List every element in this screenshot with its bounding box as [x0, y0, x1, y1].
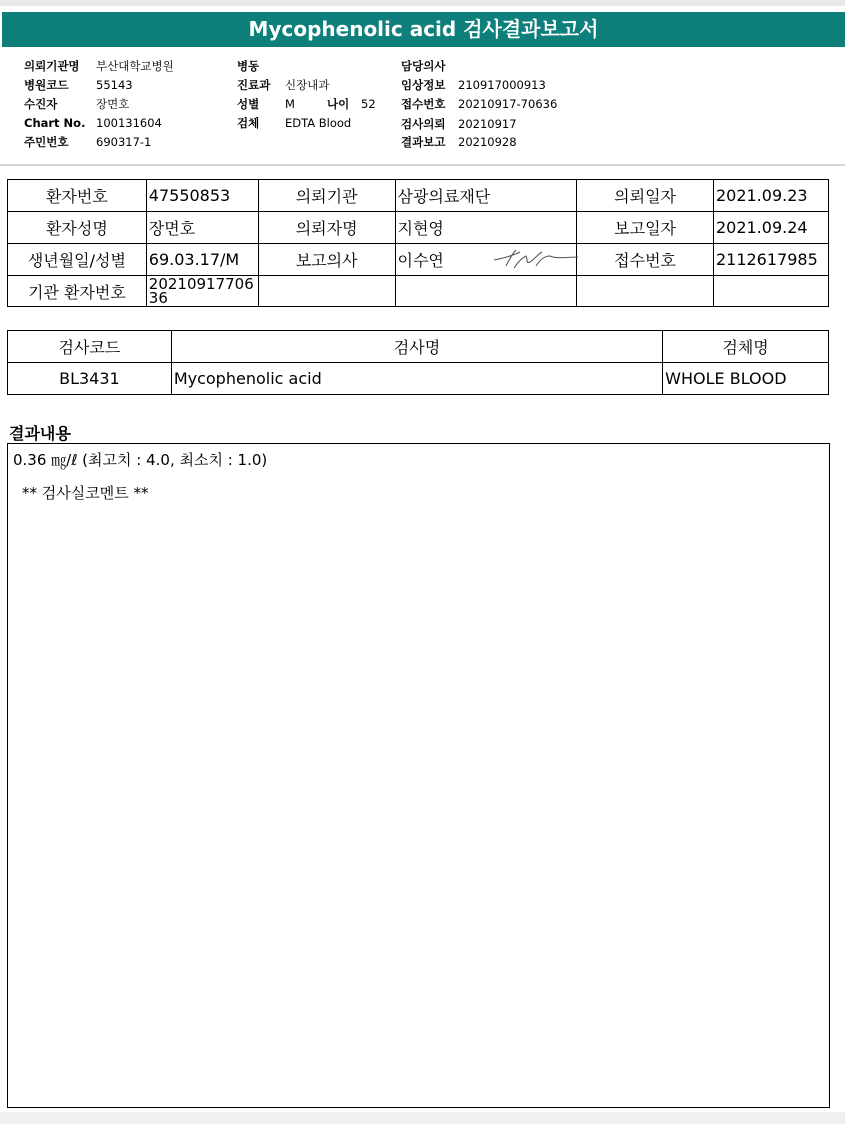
cell-value: 삼광의료재단: [395, 180, 577, 212]
header-separator: [0, 164, 845, 166]
result-box: [7, 443, 830, 1108]
cell-label: 의뢰자명: [258, 212, 395, 244]
header-age: 나이 52: [327, 97, 376, 111]
cell-value: 2021.09.23: [713, 180, 828, 212]
cell-label: 보고일자: [577, 212, 714, 244]
header-chart-no: Chart No. 100131604: [24, 116, 162, 130]
cell-value: 2021091770636: [146, 276, 258, 307]
lab-comment: ** 검사실코멘트 **: [22, 484, 149, 502]
header-ward: 병동: [237, 59, 260, 73]
cell-value: 2112617985: [713, 244, 828, 276]
test-name: Mycophenolic acid: [171, 363, 662, 395]
cell-label: 보고의사: [258, 244, 395, 276]
test-table: [7, 330, 829, 395]
header-clinical-info: 임상정보 210917000913: [401, 78, 546, 92]
signature-icon: [492, 246, 582, 274]
cell-value: 69.03.17/M: [146, 244, 258, 276]
table-row: [8, 276, 829, 307]
header-department: 진료과 신장내과: [237, 78, 330, 92]
cell-value: 지현영: [395, 212, 577, 244]
header-patient: 수진자 장면호: [24, 97, 130, 111]
cell-value: 2021.09.24: [713, 212, 828, 244]
cell-empty: [713, 276, 828, 307]
table-header-row: [8, 331, 829, 363]
header-test-request: 검사의뢰 20210917: [401, 117, 517, 131]
header-attending-doctor: 담당의사: [401, 59, 446, 73]
report-title: Mycophenolic acid 검사결과보고서: [2, 12, 845, 47]
cell-label: 접수번호: [577, 244, 714, 276]
table-row: [8, 180, 829, 212]
patient-info-table: [7, 179, 829, 307]
cell-value: 장면호: [146, 212, 258, 244]
top-rule: [0, 0, 845, 6]
header-test-name: 검사명: [171, 331, 662, 363]
cell-empty: [395, 276, 577, 307]
table-row: [8, 363, 829, 395]
header-result-report: 결과보고 20210928: [401, 135, 517, 149]
cell-label: 의뢰일자: [577, 180, 714, 212]
cell-label: 의뢰기관: [258, 180, 395, 212]
cell-empty: [577, 276, 714, 307]
cell-empty: [258, 276, 395, 307]
table-row: [8, 244, 829, 276]
cell-label: 기관 환자번호: [8, 276, 147, 307]
header-requesting-org: 의뢰기관명 부산대학교병원: [24, 59, 174, 73]
specimen-name: WHOLE BLOOD: [663, 363, 829, 395]
header-hospital-code: 병원코드 55143: [24, 78, 133, 92]
header-test-code: 검사코드: [8, 331, 172, 363]
header-receipt-no: 접수번호 20210917-70636: [401, 97, 558, 111]
cell-value: 이수연: [395, 244, 577, 276]
header-specimen: 검체 EDTA Blood: [237, 116, 352, 130]
header-specimen-name: 검체명: [663, 331, 829, 363]
table-row: [8, 212, 829, 244]
test-code: BL3431: [8, 363, 172, 395]
header-sex: 성별 M: [237, 97, 295, 111]
header-resident-no: 주민번호 690317-1: [24, 135, 152, 149]
result-value: 0.36 ㎎/ℓ (최고치 : 4.0, 최소치 : 1.0): [13, 451, 268, 469]
cell-label: 환자성명: [8, 212, 147, 244]
cell-label: 생년월일/성별: [8, 244, 147, 276]
cell-label: 환자번호: [8, 180, 147, 212]
cell-value: 47550853: [146, 180, 258, 212]
result-section-title: 결과내용: [9, 424, 71, 443]
